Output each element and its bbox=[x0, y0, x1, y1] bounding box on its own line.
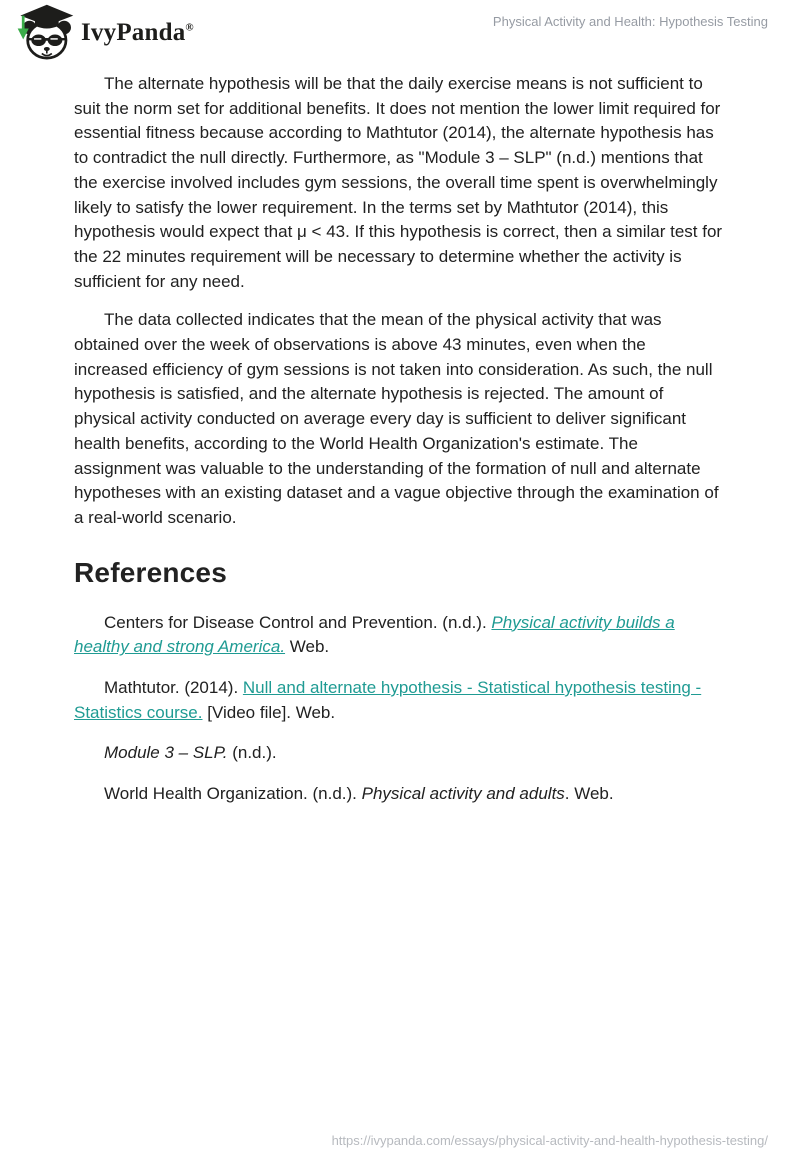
reference-item bbox=[74, 611, 724, 660]
document-title: Physical Activity and Health: Hypothesis Testing bbox=[492, 14, 768, 29]
reference-link[interactable]: Physical activity builds a healthy and strong America. bbox=[74, 612, 675, 657]
reference-text-part: (n.d.). bbox=[227, 743, 277, 763]
reference-link[interactable]: Null and alternate hypothesis - Statistical hypothesis testing - Statistics course. bbox=[74, 678, 702, 722]
brand-name-text: IvyPanda bbox=[81, 19, 186, 46]
brand-name bbox=[81, 19, 194, 47]
reference-item bbox=[74, 676, 724, 725]
reference-text-part: . Web. bbox=[564, 784, 614, 804]
reference-text-part: Web. bbox=[285, 637, 330, 657]
references-heading: References bbox=[74, 556, 227, 588]
reference-text-part: [Video file]. Web. bbox=[202, 702, 336, 722]
reference-item bbox=[74, 741, 724, 766]
reference-text-part: Mathtutor. (2014). bbox=[104, 678, 243, 698]
brand bbox=[14, 4, 194, 62]
trademark-symbol: ® bbox=[185, 21, 194, 34]
reference-title-italic: Physical activity and adults bbox=[361, 784, 565, 804]
reference-text-part: World Health Organization. (n.d.). bbox=[104, 784, 362, 804]
page-header bbox=[0, 0, 800, 64]
essay-content bbox=[0, 64, 800, 807]
panda-graduate-icon bbox=[14, 4, 76, 62]
source-url: https://ivypanda.com/essays/physical-activity-and-health-hypothesis-testing/ bbox=[331, 1133, 768, 1148]
reference-text-part: Centers for Disease Control and Prevention. (n.d.). bbox=[104, 612, 492, 632]
reference-title-italic: Module 3 – SLP. bbox=[104, 743, 228, 763]
reference-item bbox=[74, 782, 724, 807]
body-paragraph: The data collected indicates that the mean of the physical activity that was obtained over the week of observations is above 43 minutes, even when the increased efficiency of gym sessions is not taken into consideration. As such, the null hypothesis is satisfied, and the alternate hypothesis is rejected. The amount of physical activity conducted on average every day is sufficient to deliver significant health benefits, according to the World Health Organization's estimate. The assignment was valuable to the understanding of the formation of null and alternate hypotheses with an existing dataset and a vague objective through the examination of a real-world scenario. bbox=[74, 310, 719, 527]
body-paragraph: The alternate hypothesis will be that the daily exercise means is not sufficient to suit the norm set for additional benefits. It does not mention the lower limit required for essential fitness because according to Mathtutor (2014), the alternate hypothesis has to contradict the null directly. Furthermore, as "Module 3 – SLP" (n.d.) mentions that the exercise involved includes gym sessions, the overall time spent is overwhelmingly likely to satisfy the lower requirement. In the terms set by Mathtutor (2014), this hypothesis would expect that μ < 43. If this hypothesis is correct, then a similar test for the 22 minutes requirement will be necessary to determine whether the activity is sufficient for any need. bbox=[74, 74, 723, 291]
